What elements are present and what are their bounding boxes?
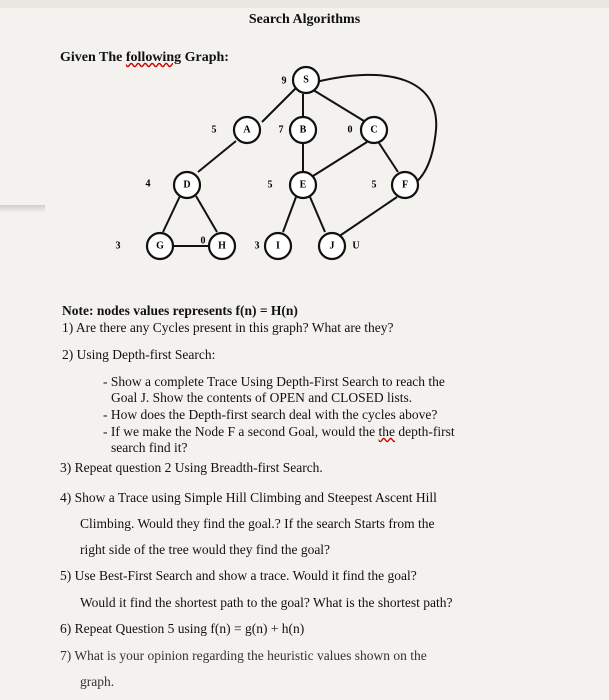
node-s: [282, 67, 320, 93]
note-line: Note: nodes values represents f(n) = H(n): [62, 303, 298, 318]
question-7-line2: graph.: [80, 674, 115, 689]
edge-e-i: [283, 197, 296, 232]
node-c-label: C: [370, 124, 378, 136]
question-2a-line2: Goal J. Show the contents of OPEN and CLOSED lists.: [111, 390, 413, 405]
edge-d-g: [163, 196, 180, 232]
node-s-value: 9: [281, 75, 287, 87]
node-f-value: 5: [371, 179, 377, 191]
node-j-value: U: [352, 240, 360, 252]
node-h-label: H: [218, 240, 226, 252]
question-2b: - How does the Depth-first search deal with the cycles above?: [103, 407, 438, 422]
question-2: 2) Using Depth-first Search:: [62, 347, 216, 362]
node-f-label: F: [401, 179, 409, 191]
page-title: Search Algorithms: [248, 12, 361, 27]
top-strip: [0, 0, 609, 8]
node-g-label: G: [156, 240, 164, 252]
edge-s-c: [310, 88, 364, 121]
edge-f-j: [338, 197, 397, 237]
given-underlined: following: [125, 50, 182, 65]
node-j: [319, 233, 360, 259]
node-d: [146, 172, 201, 198]
node-e-value: 5: [267, 179, 273, 191]
node-g-value: 3: [115, 240, 121, 252]
given-prefix: Given The: [60, 50, 126, 65]
node-a-label: A: [243, 124, 251, 136]
node-b-label: B: [299, 124, 307, 136]
node-e: [268, 172, 317, 198]
question-3: 3) Repeat question 2 Using Breadth-first Search.: [60, 460, 323, 475]
node-i-value: 3: [254, 240, 260, 252]
node-c-value: 0: [347, 124, 353, 136]
node-i-label: I: [276, 240, 280, 252]
edge-s-a: [262, 88, 296, 122]
edge-c-e: [313, 142, 367, 176]
node-f: [372, 172, 419, 198]
node-b-value: 7: [278, 124, 284, 136]
question-7-line1: 7) What is your opinion regarding the heuristic values shown on the: [60, 648, 427, 663]
question-5-line1: 5) Use Best-First Search and show a trace. Would it find the goal?: [60, 568, 417, 583]
edge-a-d: [198, 141, 236, 172]
node-d-value: 4: [145, 178, 151, 190]
node-c: [348, 117, 388, 143]
question-2c-part1: - If we make the Node F a second Goal, would the: [103, 424, 379, 439]
node-b: [279, 117, 317, 143]
node-d-label: D: [183, 179, 191, 191]
question-4-line1: 4) Show a Trace using Simple Hill Climbing and Steepest Ascent Hill: [60, 490, 437, 505]
edge-c-f: [379, 143, 398, 172]
node-e-label: E: [299, 179, 307, 191]
node-g: [116, 233, 174, 259]
edge-e-j: [310, 197, 325, 232]
node-a: [212, 117, 261, 143]
node-a-value: 5: [211, 124, 217, 136]
question-2c-part3: depth-first: [395, 424, 455, 439]
question-2a-line1: - Show a complete Trace Using Depth-First Search to reach the: [103, 374, 445, 389]
question-2c-line1: [103, 424, 455, 440]
node-j-label: J: [329, 240, 335, 252]
given-suffix: Graph:: [181, 50, 229, 65]
question-2c-part2: the: [378, 424, 396, 439]
question-4-line2: Climbing. Would they find the goal.? If the search Starts from the: [80, 516, 435, 531]
node-s-label: S: [303, 74, 309, 86]
question-6: 6) Repeat Question 5 using f(n) = g(n) + h(n): [60, 621, 305, 636]
question-5-line2: Would it find the shortest path to the goal? What is the shortest path?: [80, 595, 453, 610]
node-h-value: 0: [200, 235, 206, 247]
question-2c-line2: search find it?: [111, 440, 188, 455]
question-1: 1) Are there any Cycles present in this graph? What are they?: [62, 320, 394, 335]
graph-diagram: [0, 60, 609, 290]
node-i: [255, 233, 292, 259]
edge-d-h: [196, 196, 217, 232]
question-4-line3: right side of the tree would they find the goal?: [80, 542, 331, 557]
